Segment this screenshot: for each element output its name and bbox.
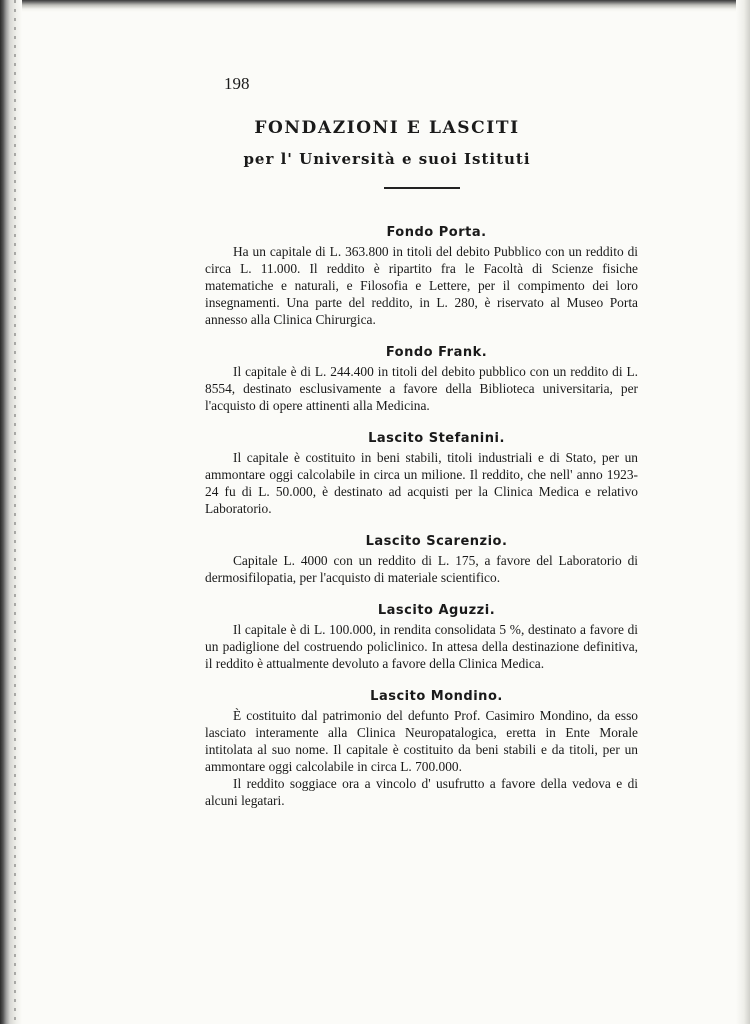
- page-number: 198: [224, 74, 250, 93]
- section-lascito-stefanini: [205, 428, 638, 517]
- section-heading: Lascito Mondino.: [370, 689, 503, 704]
- section-heading: Lascito Stefanini.: [368, 431, 505, 446]
- page-title: FONDAZIONI E LASCITI: [254, 118, 520, 138]
- page-subtitle: per l' Università e suoi Istituti: [243, 150, 531, 168]
- page-top-edge: [0, 0, 750, 12]
- section-paragraph: È costituito dal patrimonio del defunto Prof. Casimiro Mondino, da esso lasciato interamente alla Clinica Neuropatalogica, eretta in Ente Morale intitolata al suo nome. Il capitale è costituito da beni stabili e da titoli, per un ammontare oggi calcolabile in circa L. 700.000.: [205, 708, 638, 774]
- section-paragraph: Capitale L. 4000 con un reddito di L. 175, a favore del Laboratorio di dermosifilopatia, per l'acquisto di materiale scientifico.: [205, 553, 638, 585]
- section-lascito-mondino: [205, 686, 638, 809]
- section-fondo-porta: [205, 222, 638, 328]
- document-body: [205, 222, 638, 823]
- section-lascito-aguzzi: [205, 600, 638, 672]
- section-paragraph: Il capitale è costituito in beni stabili, titoli industriali e di Stato, per un ammontare oggi calcolabile in circa un milione. Il reddito, che nell' anno 1923-24 fu di L. 50.000, è destinato ad acquisti per la Clinica Medica e relativo Laboratorio.: [205, 450, 638, 516]
- section-fondo-frank: [205, 342, 638, 414]
- section-heading: Lascito Aguzzi.: [377, 603, 496, 618]
- title-divider: [384, 187, 460, 189]
- section-paragraph: Il reddito soggiace ora a vincolo d' usufrutto a favore della vedova e di alcuni legatari.: [205, 776, 638, 808]
- section-heading: Fondo Porta.: [386, 225, 487, 240]
- section-heading: Lascito Scarenzio.: [365, 534, 508, 549]
- section-heading: Fondo Frank.: [385, 345, 488, 360]
- section-lascito-scarenzio: [205, 531, 638, 586]
- section-paragraph: Il capitale è di L. 100.000, in rendita consolidata 5 %, destinato a favore di un padiglione del costruendo policlinico. In attesa della destinazione definitiva, il reddito è attualmente devoluto a favore della Clinica Medica.: [205, 622, 638, 671]
- section-paragraph: Ha un capitale di L. 363.800 in titoli del debito Pubblico con un reddito di circa L. 11.000. Il reddito è ripartito fra le Facoltà di Scienze fisiche matematiche e naturali, e Filosofia e Lettere, per il compimento dei loro insegnamenti. Una parte del reddito, in L. 280, è riservato al Museo Porta annesso alla Clinica Chirurgica.: [205, 244, 638, 327]
- section-paragraph: Il capitale è di L. 244.400 in titoli del debito pubblico con un reddito di L. 8554, destinato esclusivamente a favore della Biblioteca universitaria, per l'acquisto di opere attinenti alla Medicina.: [205, 364, 638, 413]
